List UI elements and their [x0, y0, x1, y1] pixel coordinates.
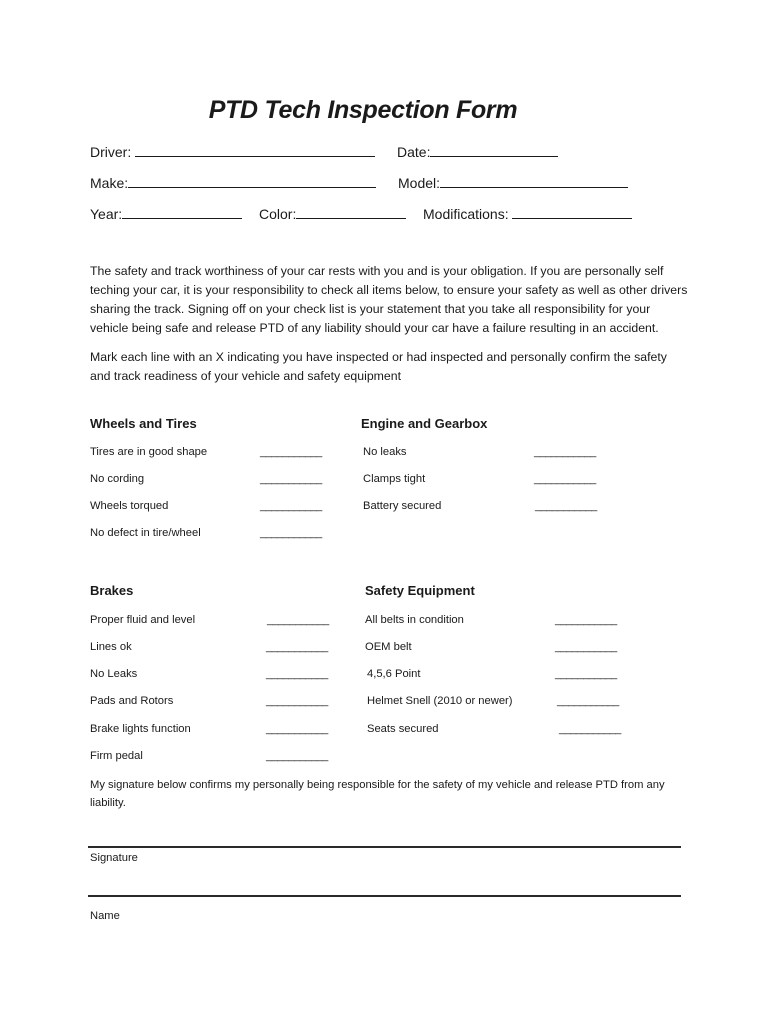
make-field[interactable]: [90, 173, 376, 191]
checkbox-line[interactable]: ___________: [555, 614, 617, 626]
checklist-item: Battery secured: [363, 500, 442, 512]
signature-label: Signature: [90, 852, 138, 864]
color-label: Color:: [259, 206, 297, 222]
intro-text: [90, 262, 690, 396]
brakes-section-title: Brakes: [90, 583, 134, 598]
date-line[interactable]: [430, 142, 558, 157]
checkbox-line[interactable]: ___________: [555, 641, 617, 653]
checkbox-line[interactable]: ___________: [534, 446, 596, 458]
checklist-item: No Leaks: [90, 668, 138, 680]
year-field[interactable]: [90, 204, 242, 222]
checkbox-line[interactable]: ___________: [266, 723, 328, 735]
checklist-item: Clamps tight: [363, 473, 426, 485]
driver-line[interactable]: [135, 142, 375, 157]
checkbox-line[interactable]: ___________: [559, 723, 621, 735]
modifications-field[interactable]: [423, 204, 632, 222]
checklist-item: No leaks: [363, 446, 407, 458]
checklist-item: Helmet Snell (2010 or newer): [367, 695, 513, 707]
checkbox-line[interactable]: ___________: [267, 614, 329, 626]
driver-field[interactable]: [90, 142, 375, 160]
checklist-item: Proper fluid and level: [90, 614, 196, 626]
modifications-line[interactable]: [512, 204, 632, 219]
checkbox-line[interactable]: ___________: [260, 446, 322, 458]
form-title: PTD Tech Inspection Form: [208, 96, 518, 124]
color-field[interactable]: [259, 204, 406, 222]
confirmation-text: My signature below confirms my personally being responsible for the safety of my vehicle and release PTD from any liability.: [90, 779, 665, 809]
year-label: Year:: [90, 206, 123, 222]
color-line[interactable]: [296, 204, 406, 219]
model-label: Model:: [398, 175, 441, 191]
date-label: Date:: [397, 144, 431, 160]
checklist-item: No defect in tire/wheel: [90, 527, 201, 539]
checklist-item: Brake lights function: [90, 723, 191, 735]
checkbox-line[interactable]: ___________: [260, 500, 322, 512]
checklist-item: OEM belt: [365, 641, 412, 653]
make-label: Make:: [90, 175, 129, 191]
driver-label: Driver:: [90, 144, 132, 160]
model-field[interactable]: [398, 173, 628, 191]
engine-section-title: Engine and Gearbox: [361, 416, 488, 431]
checklist-item: No cording: [90, 473, 145, 485]
checkbox-line[interactable]: ___________: [535, 500, 597, 512]
checklist-item: Lines ok: [90, 641, 132, 653]
instruction-paragraph: Mark each line with an X indicating you have inspected or had inspected and personally confirm the safety and track readiness of your vehicle and safety equipment: [90, 350, 667, 383]
checkbox-line[interactable]: ___________: [266, 668, 328, 680]
checklist-item: Seats secured: [367, 723, 439, 735]
name-line[interactable]: [88, 895, 681, 897]
checklist-item: Tires are in good shape: [90, 446, 208, 458]
intro-paragraph: The safety and track worthiness of your car rests with you and is your obligation. If you are personally self teching your car, it is your responsibility to check all items below, to ensure your safety as well as other drivers sharing the track. Signing off on your check list is your statement that you take all responsibility for your vehicle being safe and release PTD of any liability should your car have a failure resulting in an accident.: [90, 264, 688, 335]
date-field[interactable]: [397, 142, 558, 160]
checkbox-line[interactable]: ___________: [260, 473, 322, 485]
checkbox-line[interactable]: ___________: [266, 641, 328, 653]
checklist-item: Pads and Rotors: [90, 695, 174, 707]
checklist-item: Firm pedal: [90, 750, 143, 762]
year-line[interactable]: [122, 204, 242, 219]
checkbox-line[interactable]: ___________: [266, 695, 328, 707]
checkbox-line[interactable]: ___________: [555, 668, 617, 680]
checklist-item: 4,5,6 Point: [367, 668, 421, 680]
checklist-item: Wheels torqued: [90, 500, 169, 512]
name-label: Name: [90, 910, 120, 922]
checkbox-line[interactable]: ___________: [557, 695, 619, 707]
checkbox-line[interactable]: ___________: [266, 750, 328, 762]
safety-section-title: Safety Equipment: [365, 583, 475, 598]
checklist-item: All belts in condition: [365, 614, 464, 626]
signature-line[interactable]: [88, 846, 681, 848]
checkbox-line[interactable]: ___________: [260, 527, 322, 539]
modifications-label: Modifications:: [423, 206, 509, 222]
model-line[interactable]: [440, 173, 628, 188]
make-line[interactable]: [128, 173, 376, 188]
checkbox-line[interactable]: ___________: [534, 473, 596, 485]
wheels-section-title: Wheels and Tires: [90, 416, 197, 431]
